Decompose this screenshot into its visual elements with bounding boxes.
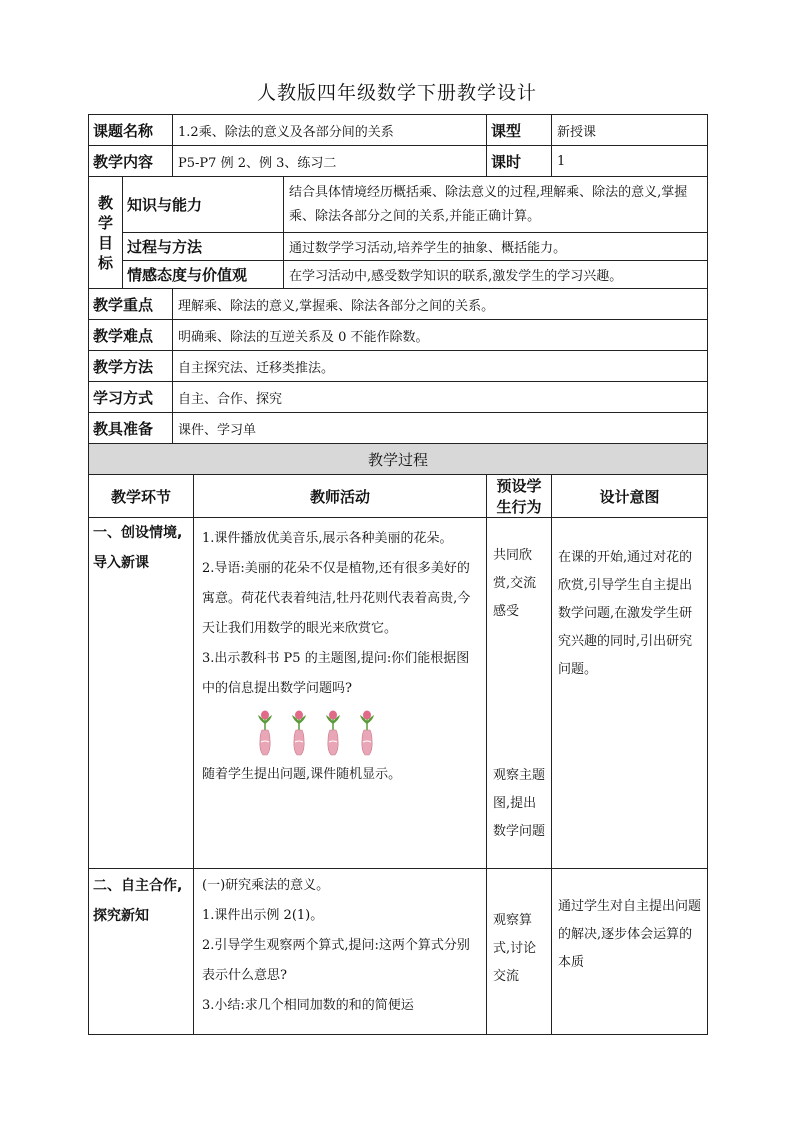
content-label: 教学内容 xyxy=(89,146,173,177)
teacher-step: 3.出示教科书 P5 的主题图,提问:你们能根据图中的信息提出数学问题吗? xyxy=(202,651,470,696)
design-intent: 通过学生对自主提出问题的解决,逐步体会运算的本质 xyxy=(552,869,708,1035)
detail-row xyxy=(89,382,708,413)
stage-row-1 xyxy=(89,518,708,869)
goal-value: 在学习活动中,感受数学知识的联系,激发学生的学习兴趣。 xyxy=(284,261,708,289)
teacher-step: 1.课件播放优美音乐,展示各种美丽的花朵。 xyxy=(202,531,453,546)
detail-value: 课件、学习单 xyxy=(173,413,708,444)
detail-row xyxy=(89,289,708,320)
col-header-stage: 教学环节 xyxy=(89,475,194,518)
detail-label: 教学重点 xyxy=(89,289,173,320)
goal-row-emotion xyxy=(89,261,708,289)
student-behavior: 观察算式,讨论交流 xyxy=(487,869,552,1035)
detail-value: 明确乘、除法的互逆关系及 0 不能作除数。 xyxy=(173,320,708,351)
goal-row-process xyxy=(89,233,708,261)
flower-vase-icon xyxy=(288,710,310,756)
content-row xyxy=(89,146,708,177)
detail-label: 教具准备 xyxy=(89,413,173,444)
detail-row xyxy=(89,320,708,351)
hours-value: 1 xyxy=(552,146,708,177)
col-header-student: 预设学生行为 xyxy=(487,475,552,518)
process-section-row xyxy=(89,444,708,475)
lesson-plan-table xyxy=(88,114,708,1035)
teacher-step: 2.导语:美丽的花朵不仅是植物,还有很多美好的寓意。荷花代表着纯洁,牡丹花则代表着高贵,今天让我们用数学的眼光来欣赏它。 xyxy=(202,561,471,636)
hours-label: 课时 xyxy=(487,146,552,177)
detail-row xyxy=(89,351,708,382)
goal-label: 过程与方法 xyxy=(123,233,284,261)
teacher-step: 1.课件出示例 2(1)。 xyxy=(202,908,324,923)
student-behavior-2: 观察主题图,提出数学问题 xyxy=(493,768,546,839)
page-title: 人教版四年级数学下册教学设计 xyxy=(256,82,537,104)
goal-row-knowledge xyxy=(89,177,708,233)
student-behavior-1: 共同欣赏,交流感受 xyxy=(493,548,537,619)
teacher-step: (一)研究乘法的意义。 xyxy=(202,878,330,893)
flower-vase-illustration xyxy=(202,710,478,756)
goal-value: 结合具体情境经历概括乘、除法意义的过程,理解乘、除法的意义,掌握乘、除法各部分之间的关系,并能正确计算。 xyxy=(284,177,708,233)
design-intent: 在课的开始,通过对花的欣赏,引导学生自主提出数学问题,在激发学生研究兴趣的同时,引出研究问题。 xyxy=(552,518,708,869)
goal-label: 情感态度与价值观 xyxy=(123,261,284,289)
detail-label: 教学难点 xyxy=(89,320,173,351)
type-value: 新授课 xyxy=(552,115,708,146)
col-header-design: 设计意图 xyxy=(552,475,708,518)
teacher-activity xyxy=(194,869,487,1035)
topic-row xyxy=(89,115,708,146)
student-behavior xyxy=(487,518,552,869)
goals-label: 教 学 目 标 xyxy=(89,177,123,289)
topic-value: 1.2乘、除法的意义及各部分间的关系 xyxy=(173,115,487,146)
stage-name: 二、自主合作, 探究新知 xyxy=(89,869,194,1035)
stage-row-2 xyxy=(89,869,708,1035)
col-header-teacher: 教师活动 xyxy=(194,475,487,518)
detail-value: 理解乘、除法的意义,掌握乘、除法各部分之间的关系。 xyxy=(173,289,708,320)
flower-vase-icon xyxy=(356,710,378,756)
flower-vase-icon xyxy=(254,710,276,756)
process-header-row xyxy=(89,475,708,518)
teacher-activity xyxy=(194,518,487,869)
stage-name: 一、创设情境, 导入新课 xyxy=(89,518,194,869)
detail-row xyxy=(89,413,708,444)
detail-value: 自主探究法、迁移类推法。 xyxy=(173,351,708,382)
goal-label: 知识与能力 xyxy=(123,177,284,233)
type-label: 课型 xyxy=(487,115,552,146)
goal-value: 通过数学学习活动,培养学生的抽象、概括能力。 xyxy=(284,233,708,261)
flower-vase-icon xyxy=(322,710,344,756)
detail-label: 学习方式 xyxy=(89,382,173,413)
teacher-step: 随着学生提出问题,课件随机显示。 xyxy=(202,767,402,782)
content-value: P5-P7 例 2、例 3、练习二 xyxy=(173,146,487,177)
detail-label: 教学方法 xyxy=(89,351,173,382)
teacher-step: 3.小结:求几个相同加数的和的简便运 xyxy=(202,998,414,1013)
process-section-title: 教学过程 xyxy=(89,444,708,475)
teacher-step: 2.引导学生观察两个算式,提问:这两个算式分别表示什么意思? xyxy=(202,938,470,983)
topic-label: 课题名称 xyxy=(89,115,173,146)
detail-value: 自主、合作、探究 xyxy=(173,382,708,413)
